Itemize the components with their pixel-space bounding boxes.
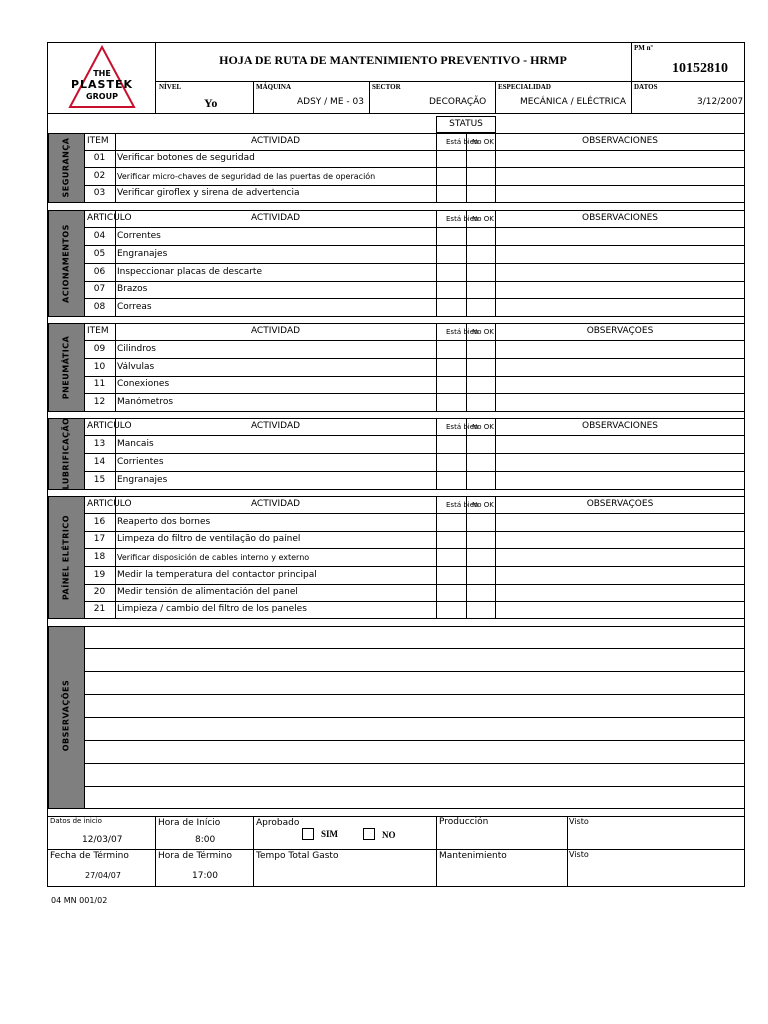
activity-text: Correntes xyxy=(117,231,161,241)
activity-column-header: ACTIVIDAD xyxy=(250,326,301,336)
observation-cell[interactable] xyxy=(496,602,744,617)
observation-line xyxy=(84,694,745,695)
status-ok-cell[interactable] xyxy=(437,377,465,392)
activity-text: Medir la temperatura del contactor principal xyxy=(117,570,317,580)
status-ok-cell[interactable] xyxy=(437,585,465,600)
aprobado-label: Aprobado xyxy=(256,818,300,828)
observation-cell[interactable] xyxy=(496,342,744,357)
status-ok-cell[interactable] xyxy=(437,550,465,565)
item-number: 11 xyxy=(93,379,106,389)
observations-column-header: OBSERVACIONES xyxy=(582,136,658,146)
hora-inicio-label: Hora de Início xyxy=(158,818,221,828)
produccion-label: Producción xyxy=(439,817,489,827)
item-number: 02 xyxy=(93,171,106,181)
item-column-header: ARTÍCULO xyxy=(87,421,132,431)
status-not-ok-cell[interactable] xyxy=(467,602,494,617)
status-ok-cell[interactable] xyxy=(437,360,465,375)
status-not-ok-cell[interactable] xyxy=(467,395,494,410)
nivel-value: Yo xyxy=(204,96,218,110)
status-not-ok-cell[interactable] xyxy=(467,455,494,470)
item-number: 05 xyxy=(93,249,106,259)
fecha-termino-label: Fecha de Término xyxy=(50,851,129,861)
status-not-ok-header: No OK xyxy=(472,138,494,146)
activity-text: Cilindros xyxy=(117,344,156,354)
observation-cell[interactable] xyxy=(496,568,744,583)
pm-number: 10152810 xyxy=(672,61,728,76)
activity-text: Medir tensión de alimentación del panel xyxy=(117,587,298,597)
observation-cell[interactable] xyxy=(496,550,744,565)
item-number: 16 xyxy=(93,517,106,527)
status-not-ok-cell[interactable] xyxy=(467,377,494,392)
observation-cell[interactable] xyxy=(496,186,744,201)
item-number: 12 xyxy=(93,397,106,407)
section-title: PNEUMÁTICA xyxy=(61,335,71,399)
activity-text: Limpeza do filtro de ventilação do paínel xyxy=(117,534,301,544)
item-column-header: ITEM xyxy=(87,326,109,336)
observation-cell[interactable] xyxy=(496,473,744,488)
sector-label: SECTOR xyxy=(372,83,401,91)
status-header xyxy=(436,116,496,133)
activity-text: Verificar disposición de cables interno y externo xyxy=(117,553,310,562)
visto-label: Visto xyxy=(569,817,589,826)
especialidad-value: MECÁNICA / ELÉCTRICA xyxy=(520,97,626,107)
tiempo-label: Tempo Total Gasto xyxy=(256,851,339,861)
status-not-ok-cell[interactable] xyxy=(467,247,494,262)
status-not-ok-cell[interactable] xyxy=(467,568,494,583)
status-not-ok-cell[interactable] xyxy=(467,300,494,315)
visto2-label: Visto xyxy=(569,850,589,859)
status-not-ok-cell[interactable] xyxy=(467,585,494,600)
observation-line xyxy=(84,648,745,649)
datos-inicio-label: Datos de inicio xyxy=(50,817,102,825)
status-ok-cell[interactable] xyxy=(437,473,465,488)
item-number: 06 xyxy=(93,267,106,277)
no-checkbox[interactable] xyxy=(363,828,375,840)
observation-cell[interactable] xyxy=(496,377,744,392)
item-number: 20 xyxy=(93,587,106,597)
fecha-termino-value[interactable]: 27/04/07 xyxy=(85,871,121,880)
activity-text: Verificar botones de seguridad xyxy=(117,153,255,163)
observation-cell[interactable] xyxy=(496,360,744,375)
status-not-ok-cell[interactable] xyxy=(467,265,494,280)
activity-text: Reaperto dos bornes xyxy=(117,517,211,527)
status-not-ok-cell[interactable] xyxy=(467,169,494,184)
observation-line xyxy=(84,740,745,741)
status-not-ok-header: No OK xyxy=(472,501,494,509)
status-ok-cell[interactable] xyxy=(437,532,465,547)
item-number: 07 xyxy=(93,284,106,294)
observation-cell[interactable] xyxy=(496,151,744,166)
section-title: LUBRIFICAÇÃO xyxy=(61,417,71,490)
sim-label: SIM xyxy=(321,829,339,839)
hora-inicio-value[interactable]: 8:00 xyxy=(195,835,216,845)
status-ok-cell[interactable] xyxy=(437,395,465,410)
hora-termino-label: Hora de Término xyxy=(158,851,232,861)
status-ok-cell[interactable] xyxy=(437,282,465,297)
item-number: 08 xyxy=(93,302,106,312)
status-ok-cell[interactable] xyxy=(437,300,465,315)
item-column-header: ARTÍCULO xyxy=(87,213,132,223)
activity-column-header: ACTIVIDAD xyxy=(250,421,301,431)
item-number: 17 xyxy=(93,534,106,544)
section-title: PAÍNEL ELÉTRICO xyxy=(61,514,71,600)
status-ok-cell[interactable] xyxy=(437,515,465,530)
item-number: 03 xyxy=(93,188,106,198)
status-ok-cell[interactable] xyxy=(437,151,465,166)
status-not-ok-cell[interactable] xyxy=(467,342,494,357)
status-ok-cell[interactable] xyxy=(437,169,465,184)
logo-line1: THE xyxy=(93,69,111,78)
status-ok-cell[interactable] xyxy=(437,229,465,244)
nivel-label: NÍVEL xyxy=(159,83,182,91)
status-ok-cell[interactable] xyxy=(437,455,465,470)
activity-text: Inspeccionar placas de descarte xyxy=(117,267,263,277)
activity-text: Limpieza / cambio del filtro de los paneles xyxy=(117,604,307,614)
activity-text: Manómetros xyxy=(117,397,174,407)
item-number: 19 xyxy=(93,570,106,580)
observation-cell[interactable] xyxy=(496,169,744,184)
pm-label: PM nº xyxy=(634,44,653,52)
status-not-ok-header: No OK xyxy=(472,328,494,336)
activity-text: Verificar micro-chaves de seguridad de las puertas de operación xyxy=(117,172,376,181)
status-ok-header: Está bien xyxy=(446,215,479,223)
status-ok-cell[interactable] xyxy=(437,602,465,617)
status-not-ok-cell[interactable] xyxy=(467,186,494,201)
status-ok-cell[interactable] xyxy=(437,265,465,280)
datos-value: 3/12/2007 xyxy=(697,97,744,107)
observation-cell[interactable] xyxy=(496,395,744,410)
status-not-ok-cell[interactable] xyxy=(467,473,494,488)
observation-cell[interactable] xyxy=(496,247,744,262)
section-title: SEGURANÇA xyxy=(61,137,71,198)
activity-text: Válvulas xyxy=(117,362,155,372)
status-ok-header: Está bien xyxy=(446,138,479,146)
activity-column-header: ACTIVIDAD xyxy=(250,499,301,509)
sim-checkbox[interactable] xyxy=(302,828,314,840)
logo-line3: GROUP xyxy=(86,92,118,101)
observaciones-band-label: OBSERVAÇÕES xyxy=(61,679,71,752)
status-ok-cell[interactable] xyxy=(437,247,465,262)
observation-cell[interactable] xyxy=(496,282,744,297)
item-column-header: ARTÍCULO xyxy=(87,499,132,509)
item-number: 01 xyxy=(93,153,106,163)
datos-label: DATOS xyxy=(634,83,658,91)
status-not-ok-header: No OK xyxy=(472,215,494,223)
item-number: 18 xyxy=(93,552,106,562)
observations-column-header: OBSERVACIONES xyxy=(582,213,658,223)
status-ok-cell[interactable] xyxy=(437,437,465,452)
activity-text: Correas xyxy=(117,302,152,312)
status-ok-header: Está bien xyxy=(446,501,479,509)
observation-cell[interactable] xyxy=(496,515,744,530)
item-number: 21 xyxy=(93,604,106,614)
status-not-ok-cell[interactable] xyxy=(467,360,494,375)
hora-termino-value[interactable]: 17:00 xyxy=(192,871,218,881)
observations-column-header: OBSERVACIONES xyxy=(582,421,658,431)
activity-text: Conexiones xyxy=(117,379,170,389)
observation-cell[interactable] xyxy=(496,455,744,470)
status-ok-header: Está bien xyxy=(446,328,479,336)
activity-text: Corrientes xyxy=(117,457,164,467)
item-number: 13 xyxy=(93,439,106,449)
activity-column-header: ACTIVIDAD xyxy=(250,213,301,223)
item-column-header: ITEM xyxy=(87,136,109,146)
status-ok-header: Está bien xyxy=(446,423,479,431)
sector-value: DECORAÇÃO xyxy=(429,97,487,107)
activity-text: Mancais xyxy=(117,439,154,449)
status-label: STATUS xyxy=(449,119,483,129)
section-title: ACIONAMENTOS xyxy=(61,223,71,303)
status-ok-cell[interactable] xyxy=(437,342,465,357)
observation-line xyxy=(84,763,745,764)
status-ok-cell[interactable] xyxy=(437,186,465,201)
observation-cell[interactable] xyxy=(496,300,744,315)
item-number: 10 xyxy=(93,362,106,372)
form-title: HOJA DE RUTA DE MANTENIMIENTO PREVENTIVO - HRMP xyxy=(219,53,567,67)
especialidad-label: ESPECIALIDAD xyxy=(498,83,551,91)
logo-line2: PLASTEK xyxy=(70,78,134,91)
status-not-ok-cell[interactable] xyxy=(467,282,494,297)
item-number: 09 xyxy=(93,344,106,354)
status-not-ok-cell[interactable] xyxy=(467,151,494,166)
status-ok-cell[interactable] xyxy=(437,568,465,583)
maquina-value: ADSY / ME - 03 xyxy=(297,97,364,107)
observation-line xyxy=(84,671,745,672)
activity-column-header: ACTIVIDAD xyxy=(250,136,301,146)
item-number: 15 xyxy=(93,475,106,485)
status-not-ok-cell[interactable] xyxy=(467,532,494,547)
maquina-label: MÁQUINA xyxy=(256,83,291,91)
observation-cell[interactable] xyxy=(496,229,744,244)
observation-cell[interactable] xyxy=(496,265,744,280)
datos-inicio-value[interactable]: 12/03/07 xyxy=(82,835,123,845)
observation-line xyxy=(84,786,745,787)
status-not-ok-cell[interactable] xyxy=(467,229,494,244)
status-not-ok-cell[interactable] xyxy=(467,515,494,530)
observations-column-header: OBSERVAÇÕES xyxy=(586,326,654,336)
activity-text: Verificar giroflex y sirena de advertencia xyxy=(117,188,300,198)
doc-code: 04 MN 001/02 xyxy=(51,896,108,905)
observations-column-header: OBSERVAÇÕES xyxy=(586,499,654,509)
observation-cell[interactable] xyxy=(496,585,744,600)
status-not-ok-header: No OK xyxy=(472,423,494,431)
observation-line xyxy=(84,717,745,718)
mantenimiento-label: Mantenimiento xyxy=(439,851,507,861)
observation-cell[interactable] xyxy=(496,532,744,547)
activity-text: Engranajes xyxy=(117,475,168,485)
status-not-ok-cell[interactable] xyxy=(467,550,494,565)
activity-text: Engranajes xyxy=(117,249,168,259)
observation-cell[interactable] xyxy=(496,437,744,452)
item-number: 04 xyxy=(93,231,106,241)
status-not-ok-cell[interactable] xyxy=(467,437,494,452)
no-label: NO xyxy=(382,830,396,840)
item-number: 14 xyxy=(93,457,106,467)
activity-text: Brazos xyxy=(117,284,148,294)
logo xyxy=(48,43,156,113)
